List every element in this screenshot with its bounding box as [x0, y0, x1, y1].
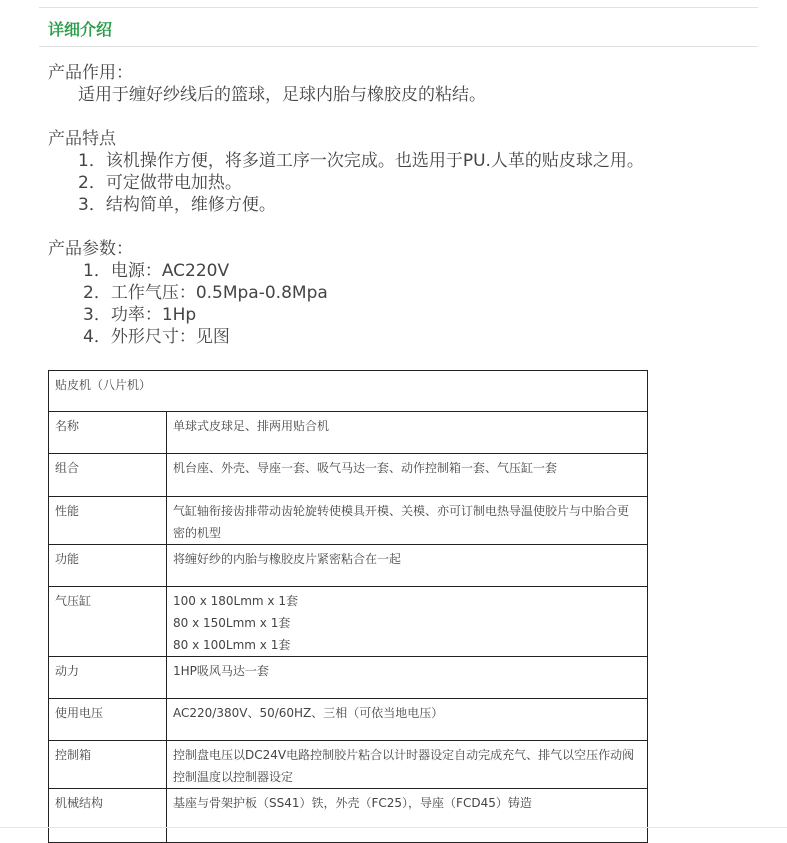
row-value-line: 80 x 100Lmm x 1套 — [173, 638, 291, 652]
row-label: 功能 — [49, 545, 167, 587]
feature-item: 3．结构简单，维修方便。 — [78, 195, 276, 215]
table-row — [49, 545, 648, 587]
row-label: 名称 — [49, 412, 167, 454]
row-value-line: 机台座、外壳、导座一套、吸气马达一套、动作控制箱一套、气压缸一套 — [173, 461, 558, 475]
top-divider — [39, 7, 758, 8]
row-value-line: 80 x 150Lmm x 1套 — [173, 616, 291, 630]
param-item: 1．电源：AC220V — [83, 261, 230, 281]
row-value-line: 气缸轴衔接齿排带动齿轮旋转使模具开模、关模、亦可订制电热导温使胶片与中胎合更 — [173, 504, 630, 518]
row-value-line: 1HP吸风马达一套 — [173, 664, 269, 678]
title-divider — [39, 46, 758, 47]
row-value — [167, 497, 648, 545]
table-caption-row — [49, 371, 648, 412]
row-label: 气压缸 — [49, 587, 167, 657]
table-row — [49, 454, 648, 497]
row-label: 使用电压 — [49, 699, 167, 741]
bottom-divider — [0, 827, 787, 828]
row-value-line: 密的机型 — [173, 526, 222, 540]
table-row — [49, 789, 648, 843]
feature-item: 2．可定做带电加热。 — [78, 173, 242, 193]
param-item: 3．功率：1Hp — [83, 305, 197, 325]
row-label: 机械结构 — [49, 789, 167, 843]
params-heading: 产品参数： — [48, 239, 133, 259]
features-heading: 产品特点 — [48, 129, 116, 149]
table-row — [49, 497, 648, 545]
row-value-line: AC220/380V、50/60HZ、三相（可依当地电压） — [173, 706, 444, 720]
row-label: 组合 — [49, 454, 167, 497]
row-value — [167, 412, 648, 454]
usage-heading: 产品作用： — [48, 63, 133, 83]
row-value-line: 100 x 180Lmm x 1套 — [173, 594, 298, 608]
spec-table — [48, 370, 648, 843]
row-value — [167, 741, 648, 789]
param-item: 4．外形尺寸：见图 — [83, 327, 230, 347]
row-value-line: 控制盘电压以DC24V电路控制胶片粘合以计时器设定自动完成充气、排气以空压作动阀 — [173, 748, 635, 762]
row-value-line: 单球式皮球足、排两用贴合机 — [173, 419, 330, 433]
param-item: 2．工作气压：0.5Mpa-0.8Mpa — [83, 283, 328, 303]
row-value-line: 基座与骨架护板（SS41）铁，外壳（FC25），导座（FCD45）铸造 — [173, 796, 532, 810]
row-value — [167, 545, 648, 587]
row-value — [167, 789, 648, 843]
table-caption: 贴皮机（八片机） — [49, 371, 648, 412]
table-row — [49, 741, 648, 789]
table-row — [49, 699, 648, 741]
table-row — [49, 412, 648, 454]
product-description — [48, 62, 748, 348]
section-title: 详细介绍 — [48, 20, 113, 39]
row-value — [167, 699, 648, 741]
table-row — [49, 587, 648, 657]
row-label: 动力 — [49, 657, 167, 699]
table-row — [49, 657, 648, 699]
row-value — [167, 587, 648, 657]
row-value-line: 将缠好纱的内胎与橡胶皮片紧密粘合在一起 — [173, 552, 402, 566]
row-value — [167, 454, 648, 497]
row-label: 控制箱 — [49, 741, 167, 789]
row-value-line: 控制温度以控制器设定 — [173, 770, 294, 784]
feature-item: 1．该机操作方便，将多道工序一次完成。也选用于PU.人革的贴皮球之用。 — [78, 151, 644, 171]
row-label: 性能 — [49, 497, 167, 545]
row-value — [167, 657, 648, 699]
usage-text: 适用于缠好纱线后的篮球，足球内胎与橡胶皮的粘结。 — [78, 85, 486, 105]
